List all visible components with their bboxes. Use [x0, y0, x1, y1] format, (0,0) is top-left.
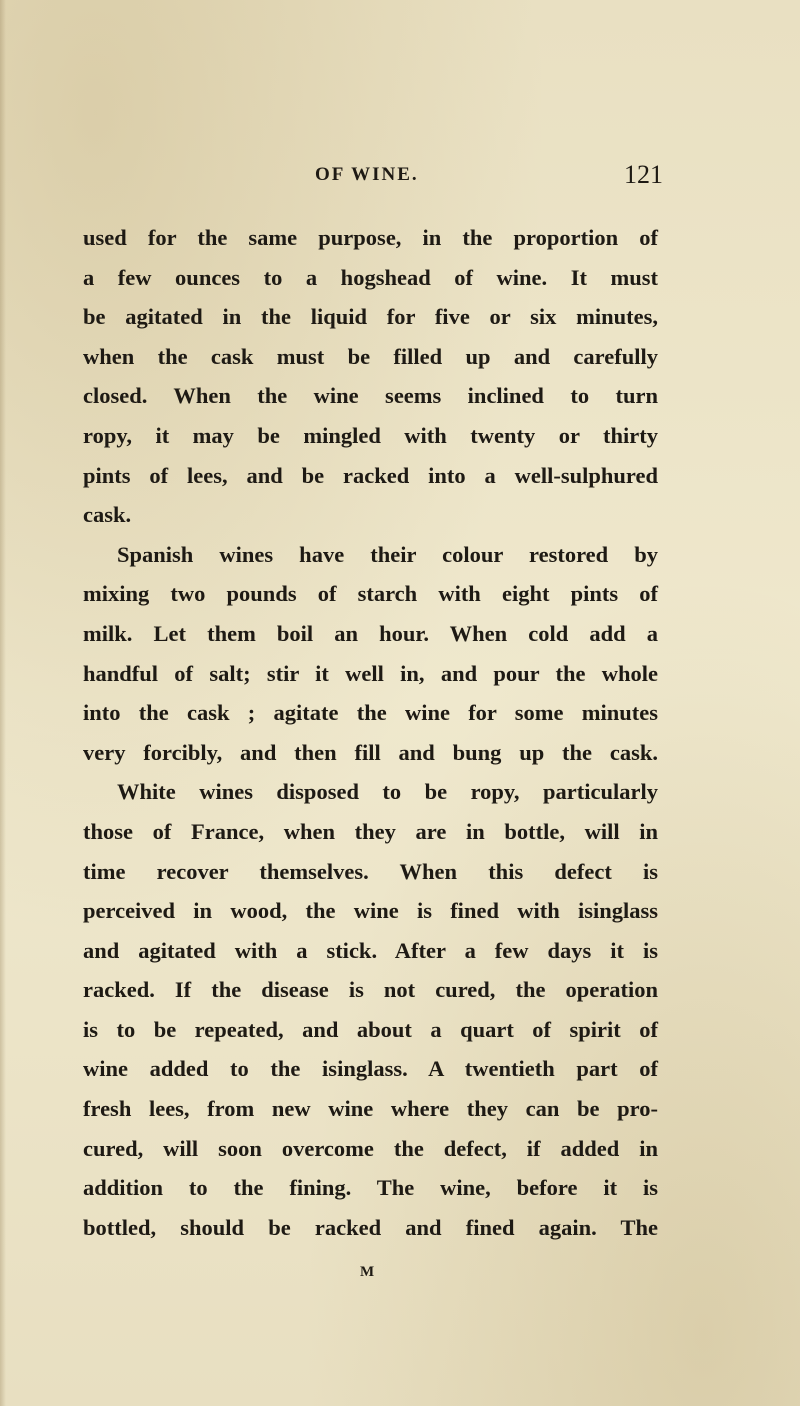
text-line: wine added to the isinglass. A twentieth part of — [83, 1056, 658, 1082]
text-line: used for the same purpose, in the proportion of — [83, 225, 658, 250]
body-text — [83, 218, 658, 1247]
text-line: closed. When the wine seems inclined to turn — [83, 383, 658, 409]
text-line: be agitated in the liquid for five or six minutes, — [83, 304, 658, 330]
text-line: bottled, should be racked and fined again. The — [83, 1214, 658, 1240]
signature-mark: M — [360, 1264, 376, 1280]
text-line: handful of salt; stir it well in, and pour the whole — [83, 660, 658, 686]
text-line: Spanish wines have their colour restored by — [117, 541, 658, 567]
page-edge-shadow — [0, 0, 6, 1406]
text-line: milk. Let them boil an hour. When cold add a — [83, 620, 658, 646]
text-line: time recover themselves. When this defect is — [83, 858, 658, 884]
text-line: addition to the fining. The wine, before it is — [83, 1175, 658, 1201]
text-line: those of France, when they are in bottle, will in — [83, 818, 658, 844]
text-line: White wines disposed to be ropy, particularly — [117, 779, 658, 805]
text-line: and agitated with a stick. After a few days it is — [83, 937, 658, 963]
running-title: OF WINE. — [315, 164, 419, 185]
text-line: racked. If the disease is not cured, the operation — [83, 977, 658, 1003]
text-line: fresh lees, from new wine where they can be pro- — [83, 1096, 658, 1122]
text-line: when the cask must be filled up and carefully — [83, 343, 658, 369]
text-line: a few ounces to a hogshead of wine. It must — [83, 264, 658, 290]
text-line: pints of lees, and be racked into a well-sulphured — [83, 462, 658, 488]
text-line: into the cask ; agitate the wine for some minutes — [83, 700, 658, 726]
text-line: ropy, it may be mingled with twenty or thirty — [83, 422, 658, 448]
text-line: cured, will soon overcome the defect, if added in — [83, 1135, 658, 1161]
text-line: very forcibly, and then fill and bung up the cask. — [83, 739, 658, 765]
text-line: perceived in wood, the wine is fined with isinglass — [83, 898, 658, 924]
running-head — [0, 160, 800, 194]
text-line: is to be repeated, and about a quart of spirit of — [83, 1016, 658, 1042]
text-line: cask. — [83, 502, 132, 528]
text-line: mixing two pounds of starch with eight pints of — [83, 581, 658, 607]
page-number: 121 — [624, 160, 663, 189]
